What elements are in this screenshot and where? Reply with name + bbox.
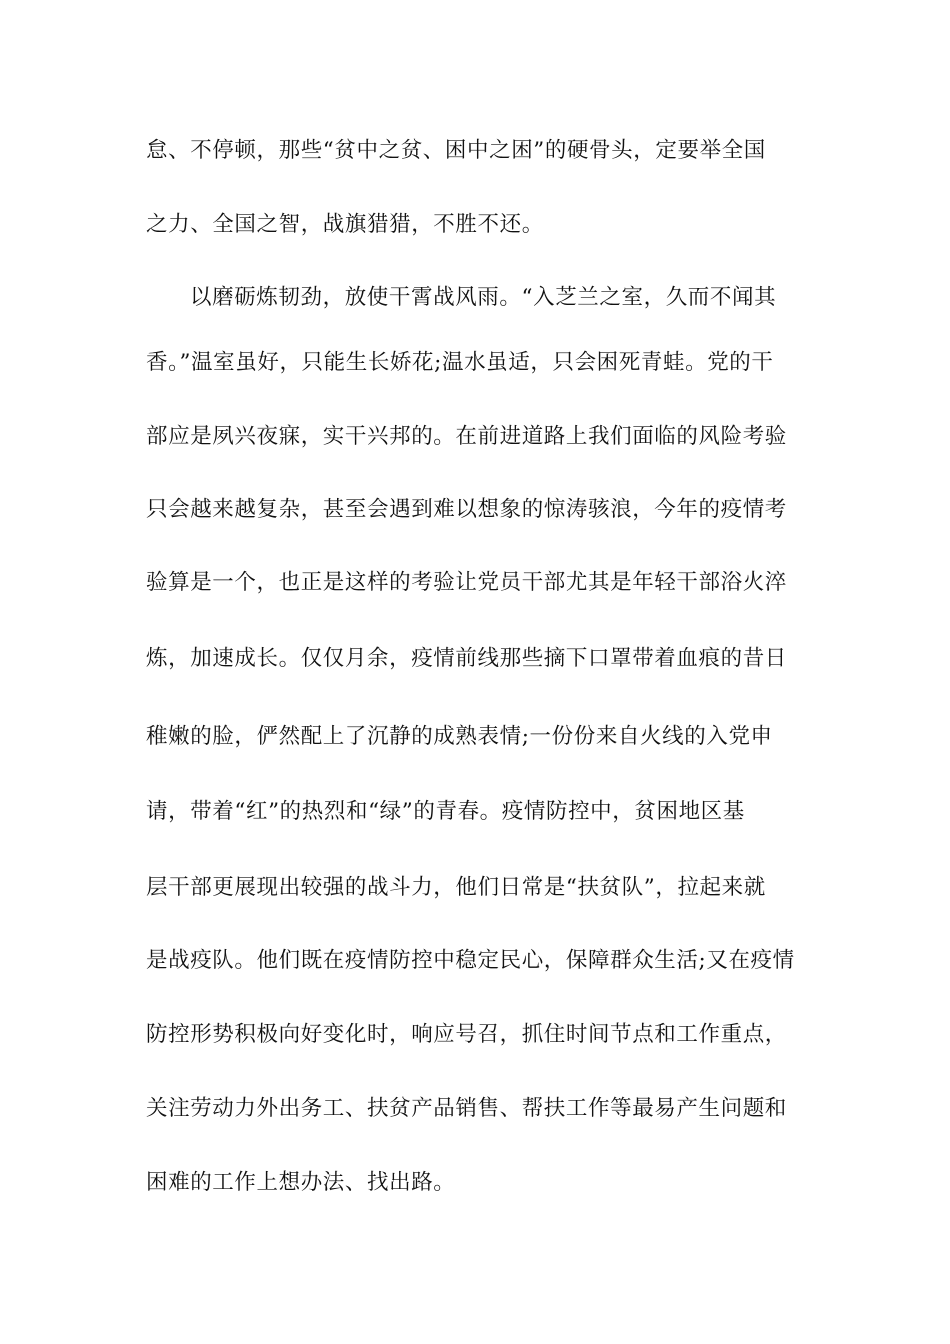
text-line: 困难的工作上想办法、找出路。 <box>146 1170 456 1195</box>
text-line: 之力、全国之智，战旗猎猎，不胜不还。 <box>146 212 544 237</box>
text-line: 炼，加速成长。仅仅月余，疫情前线那些摘下口罩带着血痕的昔日 <box>146 646 787 671</box>
paragraph-first-line: 以磨砺炼韧劲，放使干霄战风雨。“入芝兰之室，久而不闻其 <box>190 285 777 310</box>
text-line: 只会越来越复杂，甚至会遇到难以想象的惊涛骇浪，今年的疫情考 <box>146 497 787 522</box>
text-line: 是战疫队。他们既在疫情防控中稳定民心，保障群众生活;又在疫情 <box>146 948 795 973</box>
text-line: 请，带着“红”的热烈和“绿”的青春。疫情防控中，贫困地区基 <box>146 799 745 824</box>
text-line: 关注劳动力外出务工、扶贫产品销售、帮扶工作等最易产生问题和 <box>146 1096 787 1121</box>
text-line: 验算是一个，也正是这样的考验让党员干部尤其是年轻干部浴火淬 <box>146 570 787 595</box>
text-line: 怠、不停顿，那些“贫中之贫、困中之困”的硬骨头，定要举全国 <box>146 138 766 163</box>
text-line: 部应是夙兴夜寐，实干兴邦的。在前进道路上我们面临的风险考验 <box>146 424 787 449</box>
text-line: 层干部更展现出较强的战斗力，他们日常是“扶贫队”，拉起来就 <box>146 875 766 900</box>
text-line: 稚嫩的脸，俨然配上了沉静的成熟表情;一份份来自火线的入党申 <box>146 724 773 749</box>
text-line: 防控形势积极向好变化时，响应号召，抓住时间节点和工作重点， <box>146 1022 787 1047</box>
text-line: 香。”温室虽好，只能生长娇花;温水虽适，只会困死青蛙。党的干 <box>146 350 774 375</box>
